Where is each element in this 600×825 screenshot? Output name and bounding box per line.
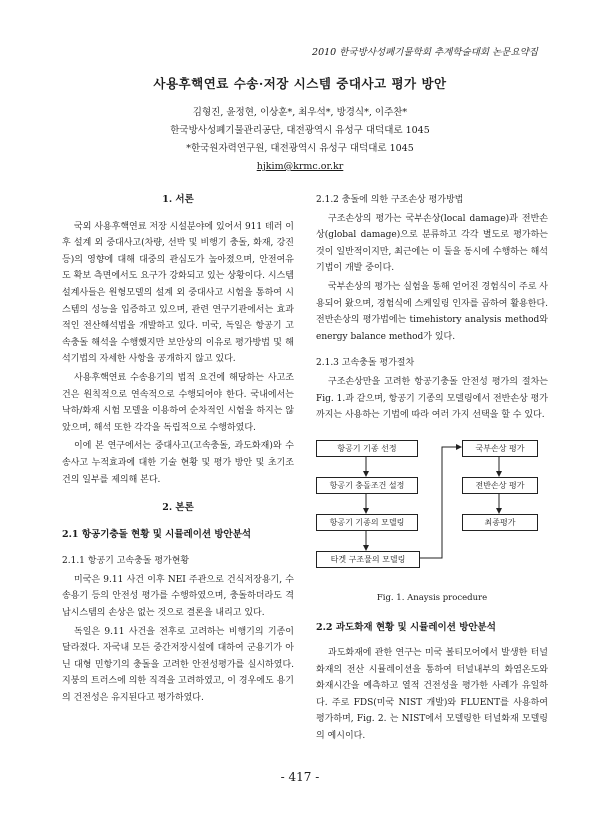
paper-title: 사용후핵연료 수송·저장 시스템 중대사고 평가 방안: [153, 76, 447, 91]
analysis-procedure-flowchart: [316, 432, 548, 582]
section-2-heading: 2. 본론: [162, 502, 194, 514]
subsection-2-1-1-heading: 2.1.1 항공기 고속충돌 평가현황: [62, 556, 190, 567]
subsection-2-1-3-heading: 2.1.3 고속충돌 평가절차: [316, 358, 415, 369]
step-final-evaluation: 최종평가: [462, 514, 538, 531]
paragraph-2-1-1-b: 독일은 9.11 사건을 전후로 고려하는 비행기의 기종이 달라졌다. 자국내 모든 중간저장시설에 대하여 군용기가 아닌 대형 민항기의 충돌을 고려한 안전성평가를 실시하였다. 지붕의 트러스에 의한 직격을 고려하였고, 이 경우에도 용기의 건전성은 유지된다고 평가하였다.: [62, 626, 294, 704]
intro-paragraph-1: 국외 사용후핵연료 저장 시설분야에 있어서 911 테러 이후 설계 외 중대사고(차량, 선박 및 비행기 충돌, 화재, 강진 등)의 영향에 대해 대중의 관심도가 높아졌으며, 안전여유도 확보 측면에서도 요구가 강화되고 있는 상황이다. 시스템 설계사들은 원형모델의 설계 외 중대사고 시험을 통하여 시스템의 성능을 입증하고 있으며, 관련 연구기관에서는 효과적인 전산해석법을 개발하고 있다. 미국, 독일은 항공기 고속충돌 해석을 수행했지만 보안상의 이유로 평가방법 및 해석기법의 자세한 사항을 공개하지 않고 있다.: [62, 221, 294, 365]
section-1-heading: 1. 서론: [162, 194, 194, 205]
paragraph-2-1-2-a: 구조손상의 평가는 국부손상(local damage)과 전반손상(global damage)으로 분류하고 각각 별도로 평가하는 것이 일반적이지만, 최근에는 이 둘을 동시에 수행하는 해석기법이 개발 중이다.: [316, 213, 548, 274]
author-names: 김형진, 윤정현, 이상훈*, 최우석*, 방경식*, 이주찬*: [192, 107, 408, 118]
step-aircraft-selection: 항공기 기종 선정: [316, 440, 418, 457]
step-target-modeling: 타겟 구조물의 모델링: [316, 551, 420, 568]
paragraph-2-1-1-a: 미국은 9.11 사건 이후 NEI 주관으로 건식저장용기, 수송용기 등의 안전성 평가를 수행하였으며, 충돌하더라도 격납시스템의 손상은 없는 것으로 결론을 내리고 있다.: [62, 574, 294, 619]
author-email[interactable]: hjkim@krmc.or.kr: [256, 161, 344, 172]
left-column: [62, 192, 294, 707]
intro-paragraph-3: 이에 본 연구에서는 중대사고(고속충돌, 과도화재)와 수송사고 누적효과에 대한 기술 현황 및 평가 방안 및 초기조건의 일부를 제의해 본다.: [62, 441, 294, 485]
page-number: - 417 -: [280, 770, 320, 784]
affiliation-2: *한국원자력연구원, 대전광역시 유성구 대덕대로 1045: [186, 143, 414, 154]
affiliation-1: 한국방사성폐기물관리공단, 대전광역시 유성구 대덕대로 1045: [170, 125, 430, 136]
paragraph-2-1-2-b: 국부손상의 평가는 실험을 통해 얻어진 경험식이 주로 사용되어 왔으며, 경험식에 스케일링 인자를 곱하여 활용한다. 전반손상의 평가법에는 timehistory analysis method와 energy balance method가 있다.: [316, 281, 548, 342]
paragraph-2-1-3: 구조손상만을 고려한 항공기충돌 안전성 평가의 절차는 Fig. 1.과 같으며, 항공기 기종의 모델링에서 전반손상 평가까지는 사용하는 기법에 따라 여러 가지 선택을 할 수 있다.: [316, 376, 548, 421]
journal-header: 2010 한국방사성폐기물학회 추계학술대회 논문요약집: [312, 47, 538, 58]
subsection-2-1-heading: 2.1 항공기충돌 현황 및 시뮬레이션 방안분석: [62, 528, 252, 540]
figure-1-caption: Fig. 1. Anaysis procedure: [376, 592, 488, 603]
step-global-damage: 전반손상 평가: [462, 477, 538, 494]
paragraph-2-2: 과도화재에 관한 연구는 미국 볼티모어에서 발생한 터널화재의 전산 시뮬레이션을 통하여 터널내부의 화염온도와 화재시간을 예측하고 열적 건전성을 평가한 사례가 유일하다. 주로 FDS(미국 NIST 개발)와 FLUENT를 사용하여 평가하며, Fig. 2. 는 NIST에서 모델링한 터널화재 모델링의 예시이다.: [316, 647, 548, 741]
subsection-2-1-2-heading: 2.1.2 충돌에 의한 구조손상 평가방법: [316, 195, 464, 205]
intro-paragraph-2: 사용후핵연료 수송용기의 법적 요건에 해당하는 사고조건은 원칙적으로 연속적으로 수행되어야 한다. 국내에서는 낙하/화재 시험 모델을 이용하여 순차적인 시험을 하지는 않았으며, 해석 또한 각각을 독립적으로 수행하였다.: [62, 372, 294, 433]
step-impact-conditions: 항공기 충돌조건 설정: [316, 477, 418, 494]
subsection-2-2-heading: 2.2 과도화재 현황 및 시뮬레이션 방안분석: [316, 622, 496, 634]
right-column: [316, 192, 548, 744]
step-aircraft-modeling: 항공기 기종의 모델링: [316, 514, 418, 531]
author-block: [0, 104, 600, 176]
step-local-damage: 국부손상 평가: [462, 440, 538, 457]
